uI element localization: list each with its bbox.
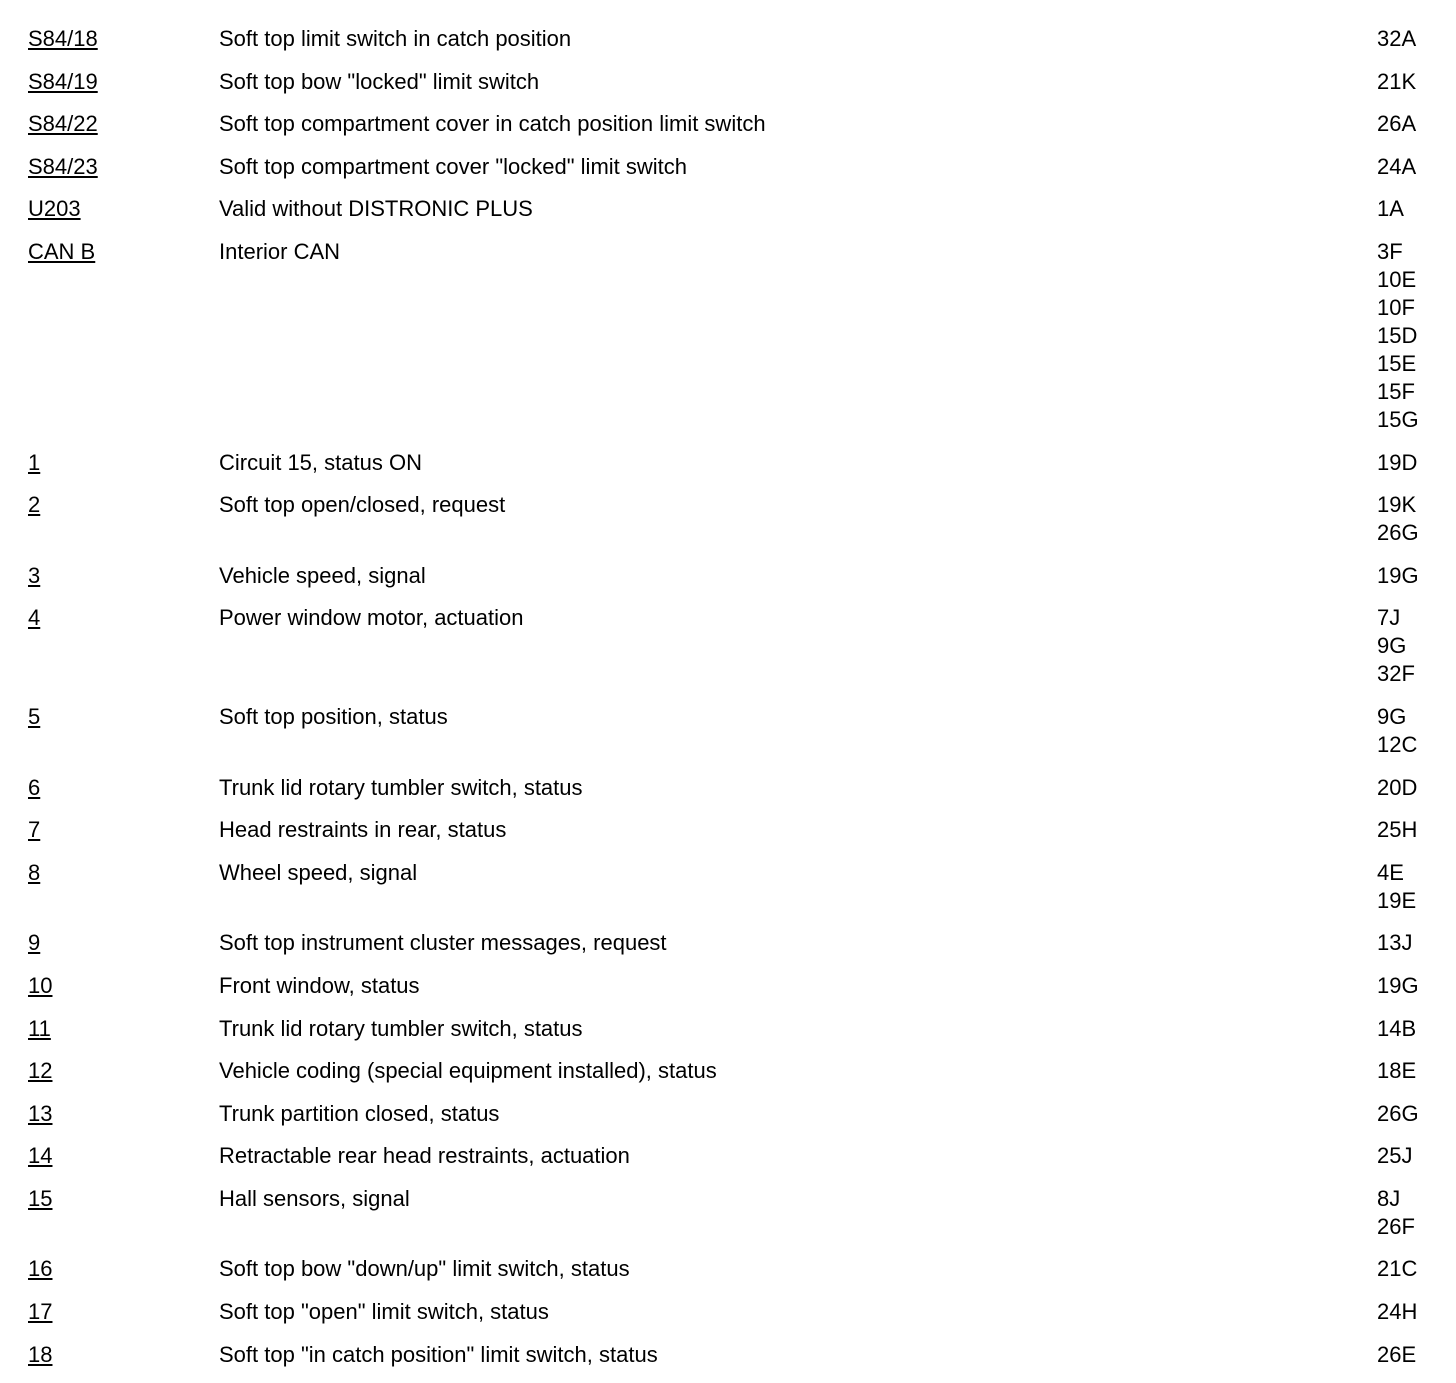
grid-reference: 15F bbox=[1377, 378, 1415, 404]
legend-row bbox=[0, 972, 1456, 1000]
grid-reference: 19G bbox=[1377, 972, 1419, 998]
legend-code-link[interactable]: 5 bbox=[28, 703, 41, 729]
legend-description: Trunk lid rotary tumbler switch, status bbox=[219, 774, 583, 800]
legend-code-link[interactable]: 3 bbox=[28, 562, 41, 588]
legend-row bbox=[0, 703, 1456, 759]
grid-reference-list bbox=[1377, 562, 1419, 590]
grid-reference: 1A bbox=[1377, 196, 1404, 222]
grid-reference: 15D bbox=[1377, 322, 1418, 348]
legend-description: Soft top instrument cluster messages, request bbox=[219, 930, 667, 956]
legend-description: Trunk partition closed, status bbox=[219, 1100, 500, 1126]
grid-reference: 7J bbox=[1377, 605, 1401, 631]
legend-description: Soft top "open" limit switch, status bbox=[219, 1299, 549, 1325]
legend-description: Valid without DISTRONIC PLUS bbox=[219, 196, 533, 222]
grid-reference: 24A bbox=[1377, 153, 1417, 179]
legend-description: Vehicle speed, signal bbox=[219, 562, 426, 588]
grid-reference-list bbox=[1377, 1298, 1417, 1326]
legend-code-link[interactable]: 15 bbox=[28, 1185, 53, 1211]
grid-reference-list bbox=[1377, 929, 1412, 957]
grid-reference: 19K bbox=[1377, 492, 1417, 518]
grid-reference-list bbox=[1377, 68, 1416, 96]
legend-code-link[interactable]: 7 bbox=[28, 817, 41, 843]
grid-reference: 19E bbox=[1377, 887, 1417, 913]
grid-reference-list bbox=[1377, 774, 1417, 802]
grid-reference: 21C bbox=[1377, 1256, 1418, 1282]
grid-reference-list bbox=[1377, 491, 1419, 547]
legend-description: Trunk lid rotary tumbler switch, status bbox=[219, 1015, 583, 1041]
legend-row bbox=[0, 604, 1456, 688]
legend-code-link[interactable]: 10 bbox=[28, 972, 53, 998]
legend-code-link[interactable]: 1 bbox=[28, 449, 41, 475]
grid-reference-list bbox=[1377, 1100, 1419, 1128]
grid-reference-list bbox=[1377, 1341, 1416, 1369]
legend-row bbox=[0, 238, 1456, 434]
legend-row bbox=[0, 1255, 1456, 1283]
legend-description: Vehicle coding (special equipment installed), status bbox=[219, 1058, 717, 1084]
grid-reference: 26E bbox=[1377, 1341, 1417, 1367]
legend-description: Soft top "in catch position" limit switch, status bbox=[219, 1341, 658, 1367]
grid-reference: 20D bbox=[1377, 774, 1418, 800]
legend-row bbox=[0, 816, 1456, 844]
legend-code-link[interactable]: 4 bbox=[28, 605, 41, 631]
legend-description: Interior CAN bbox=[219, 238, 341, 264]
grid-reference: 26A bbox=[1377, 111, 1417, 137]
legend-description: Soft top open/closed, request bbox=[219, 492, 506, 518]
grid-reference-list bbox=[1377, 1142, 1412, 1170]
grid-reference: 3F bbox=[1377, 238, 1403, 264]
grid-reference: 26F bbox=[1377, 1213, 1415, 1239]
grid-reference: 26G bbox=[1377, 520, 1419, 546]
grid-reference: 25J bbox=[1377, 1143, 1413, 1169]
legend-description: Head restraints in rear, status bbox=[219, 817, 507, 843]
legend-row bbox=[0, 491, 1456, 547]
grid-reference-list bbox=[1377, 449, 1417, 477]
grid-reference: 10F bbox=[1377, 294, 1415, 320]
grid-reference-list bbox=[1377, 1185, 1415, 1241]
legend-row bbox=[0, 1185, 1456, 1241]
legend-code-link[interactable]: 14 bbox=[28, 1143, 53, 1169]
grid-reference-list bbox=[1377, 1255, 1417, 1283]
legend-code-link[interactable]: 11 bbox=[28, 1015, 51, 1041]
grid-reference: 19G bbox=[1377, 562, 1419, 588]
legend-code-link[interactable]: 12 bbox=[28, 1058, 53, 1084]
legend-description: Hall sensors, signal bbox=[219, 1185, 410, 1211]
grid-reference: 15E bbox=[1377, 350, 1417, 376]
legend-code-link[interactable]: CAN B bbox=[28, 238, 96, 264]
grid-reference-list bbox=[1377, 238, 1419, 434]
legend-row bbox=[0, 110, 1456, 138]
legend-code-link[interactable]: S84/19 bbox=[28, 68, 98, 94]
legend-description: Circuit 15, status ON bbox=[219, 449, 422, 475]
legend-code-link[interactable]: 18 bbox=[28, 1341, 53, 1367]
legend-row bbox=[0, 153, 1456, 181]
legend-code-link[interactable]: S84/22 bbox=[28, 111, 98, 137]
grid-reference: 13J bbox=[1377, 930, 1413, 956]
legend-code-link[interactable]: 16 bbox=[28, 1256, 53, 1282]
grid-reference-list bbox=[1377, 972, 1419, 1000]
grid-reference: 32F bbox=[1377, 661, 1415, 687]
legend-table bbox=[0, 25, 1456, 1383]
legend-code-link[interactable]: 8 bbox=[28, 859, 41, 885]
grid-reference: 14B bbox=[1377, 1015, 1417, 1041]
grid-reference-list bbox=[1377, 195, 1404, 223]
grid-reference: 9G bbox=[1377, 703, 1407, 729]
grid-reference: 21K bbox=[1377, 68, 1417, 94]
grid-reference: 18E bbox=[1377, 1058, 1417, 1084]
legend-description: Front window, status bbox=[219, 972, 420, 998]
grid-reference-list bbox=[1377, 859, 1416, 915]
legend-code-link[interactable]: S84/18 bbox=[28, 26, 98, 51]
legend-description: Soft top bow "locked" limit switch bbox=[219, 68, 540, 94]
legend-code-link[interactable]: 9 bbox=[28, 930, 41, 956]
legend-row bbox=[0, 562, 1456, 590]
legend-row bbox=[0, 1142, 1456, 1170]
legend-row bbox=[0, 1015, 1456, 1043]
legend-row bbox=[0, 1057, 1456, 1085]
legend-description: Soft top compartment cover in catch position limit switch bbox=[219, 111, 766, 137]
legend-code-link[interactable]: 13 bbox=[28, 1100, 53, 1126]
grid-reference: 10E bbox=[1377, 266, 1417, 292]
legend-description: Retractable rear head restraints, actuation bbox=[219, 1143, 630, 1169]
grid-reference-list bbox=[1377, 153, 1416, 181]
legend-description: Soft top limit switch in catch position bbox=[219, 26, 572, 51]
legend-row bbox=[0, 774, 1456, 802]
legend-description: Soft top compartment cover "locked" limit switch bbox=[219, 153, 688, 179]
grid-reference: 24H bbox=[1377, 1299, 1418, 1325]
grid-reference: 8J bbox=[1377, 1185, 1401, 1211]
grid-reference: 12C bbox=[1377, 731, 1418, 757]
legend-row bbox=[0, 68, 1456, 96]
legend-row bbox=[0, 195, 1456, 223]
grid-reference: 4E bbox=[1377, 859, 1404, 885]
grid-reference-list bbox=[1377, 1015, 1416, 1043]
legend-row bbox=[0, 1341, 1456, 1369]
grid-reference: 32A bbox=[1377, 26, 1417, 51]
legend-description: Wheel speed, signal bbox=[219, 859, 418, 885]
grid-reference-list bbox=[1377, 604, 1415, 688]
grid-reference-list bbox=[1377, 703, 1417, 759]
grid-reference: 9G bbox=[1377, 633, 1407, 659]
grid-reference-list bbox=[1377, 110, 1416, 138]
grid-reference: 15G bbox=[1377, 406, 1419, 432]
legend-row bbox=[0, 1298, 1456, 1326]
legend-code-link[interactable]: S84/23 bbox=[28, 153, 98, 179]
grid-reference: 19D bbox=[1377, 449, 1418, 475]
grid-reference: 25H bbox=[1377, 817, 1418, 843]
legend-code-link[interactable]: 6 bbox=[28, 774, 41, 800]
grid-reference: 26G bbox=[1377, 1100, 1419, 1126]
legend-row bbox=[0, 859, 1456, 915]
grid-reference-list bbox=[1377, 25, 1416, 53]
legend-description: Soft top position, status bbox=[219, 703, 448, 729]
legend-description: Soft top bow "down/up" limit switch, status bbox=[219, 1256, 630, 1282]
legend-code-link[interactable]: 2 bbox=[28, 492, 41, 518]
legend-code-link[interactable]: 17 bbox=[28, 1299, 53, 1325]
legend-row bbox=[0, 25, 1456, 53]
legend-row bbox=[0, 449, 1456, 477]
legend-code-link[interactable]: U203 bbox=[28, 196, 81, 222]
legend-row bbox=[0, 929, 1456, 957]
legend-row bbox=[0, 1100, 1456, 1128]
grid-reference-list bbox=[1377, 1057, 1416, 1085]
legend-description: Power window motor, actuation bbox=[219, 605, 524, 631]
grid-reference-list bbox=[1377, 816, 1417, 844]
